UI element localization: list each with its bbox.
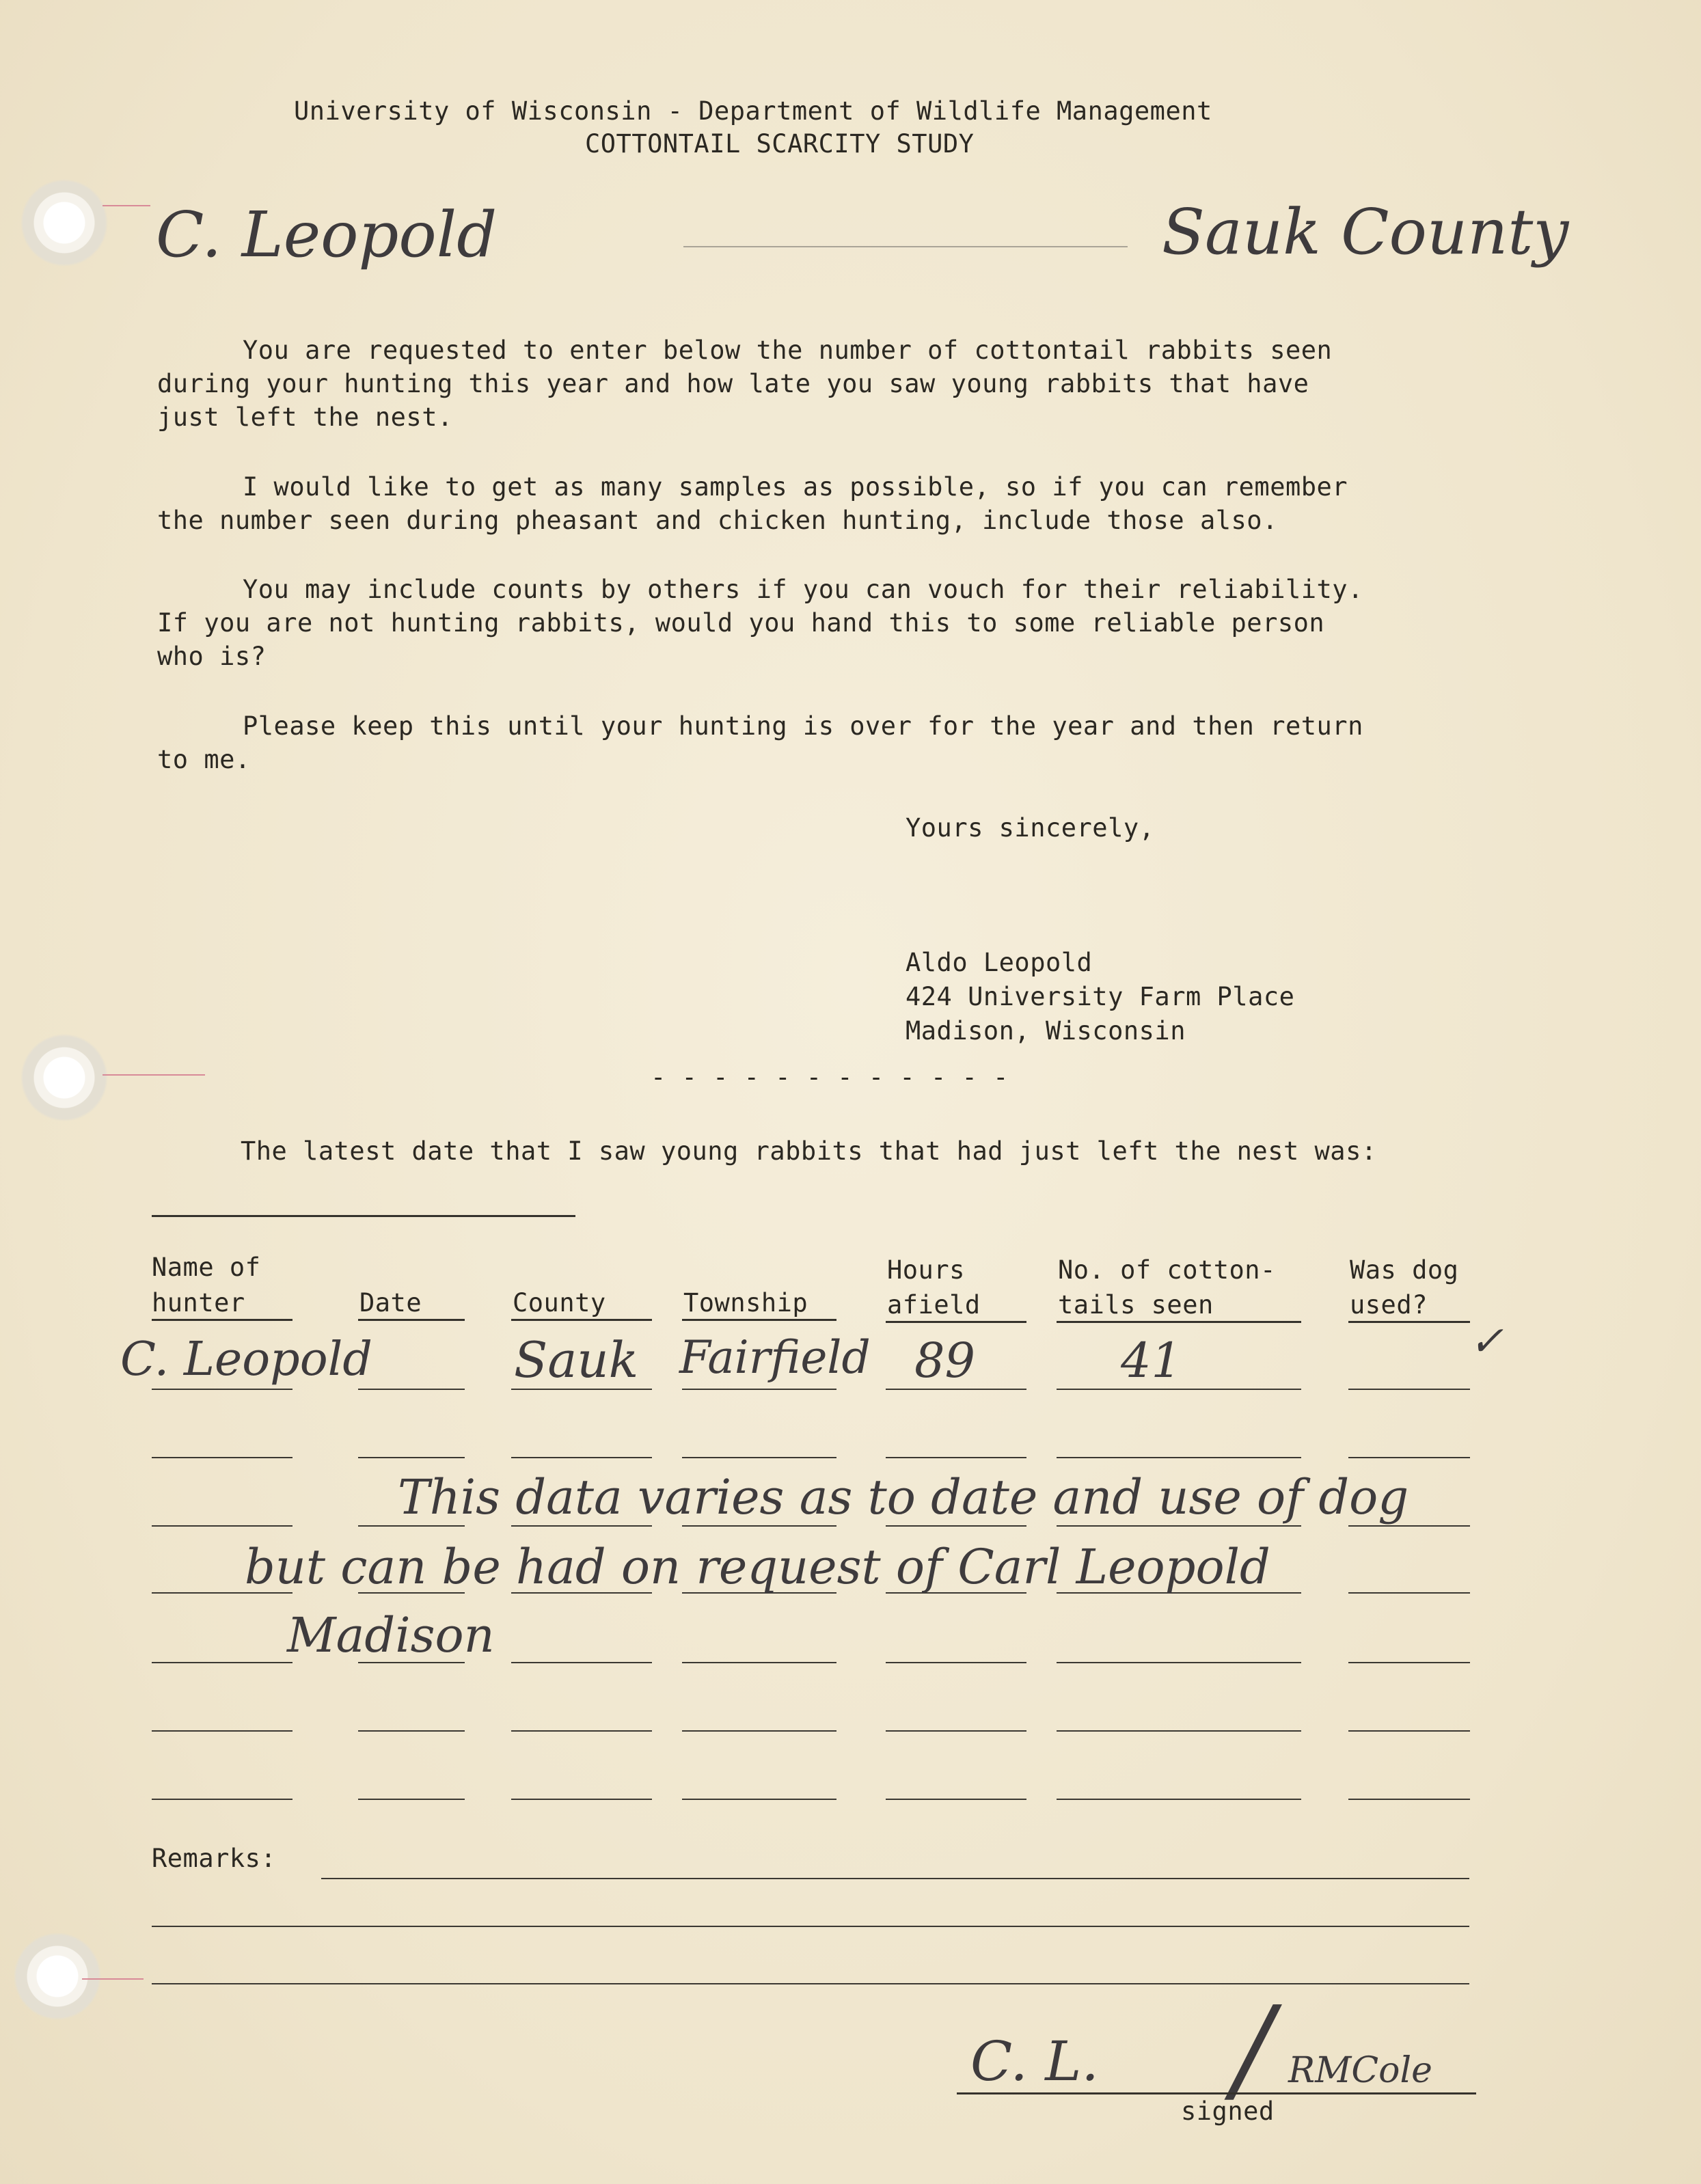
entry-dog-checkmark: ✓: [1469, 1318, 1504, 1365]
col-hours-top: Hours: [887, 1255, 965, 1285]
remarks-line-2[interactable]: [152, 1926, 1469, 1927]
signed-other-signature: RMCole: [1288, 2050, 1432, 2091]
paragraph-4-line-2: to me.: [157, 745, 251, 774]
col-dog-underline: [1348, 1321, 1470, 1323]
col-cottontails-bottom: tails seen: [1058, 1290, 1214, 1320]
cell-hours[interactable]: [886, 1389, 1026, 1390]
col-township: Township: [683, 1288, 808, 1318]
cell-dog[interactable]: [1348, 1799, 1470, 1800]
latest-date-prompt: The latest date that I saw young rabbits that had just left the nest was:: [241, 1136, 1377, 1166]
cell-county[interactable]: [511, 1799, 652, 1800]
paragraph-3-line-3: who is?: [157, 642, 267, 671]
col-hunter-underline: [152, 1319, 292, 1321]
handwritten-note-line-2: but can be had on request of Carl Leopold: [245, 1539, 1270, 1595]
header-line-2: COTTONTAIL SCARCITY STUDY: [585, 129, 975, 159]
col-dog-bottom: used?: [1350, 1290, 1428, 1320]
entry-hours: 89: [914, 1333, 976, 1389]
cell-dog[interactable]: [1348, 1389, 1470, 1390]
closing: Yours sincerely,: [906, 813, 1155, 843]
cell-township[interactable]: [682, 1525, 836, 1527]
cell-hours[interactable]: [886, 1457, 1026, 1458]
col-dog-top: Was dog: [1350, 1255, 1459, 1285]
cell-county[interactable]: [511, 1389, 652, 1390]
cell-cottontails[interactable]: [1057, 1730, 1301, 1732]
col-county: County: [513, 1288, 606, 1318]
cell-county[interactable]: [511, 1662, 652, 1663]
cell-date[interactable]: [358, 1457, 465, 1458]
signature-city: Madison, Wisconsin: [906, 1016, 1186, 1046]
col-date: Date: [359, 1288, 422, 1318]
entry-hunter: C. Leopold: [120, 1333, 372, 1387]
cell-hours[interactable]: [886, 1730, 1026, 1732]
cell-hours[interactable]: [886, 1525, 1026, 1527]
binder-hole-top: [21, 179, 108, 267]
col-cottontails-top: No. of cotton-: [1058, 1255, 1276, 1285]
col-hours-bottom: afield: [887, 1290, 981, 1320]
cell-hunter[interactable]: [152, 1389, 292, 1390]
section-separator: - - - - - - - - - - - -: [651, 1063, 1009, 1092]
cell-cottontails[interactable]: [1057, 1662, 1301, 1663]
cell-township[interactable]: [682, 1457, 836, 1458]
col-hunter-bottom: hunter: [152, 1288, 245, 1318]
paragraph-2-line-1: I would like to get as many samples as possible, so if you can remember: [243, 472, 1348, 502]
cell-hours[interactable]: [886, 1799, 1026, 1800]
cell-county[interactable]: [511, 1457, 652, 1458]
cell-township[interactable]: [682, 1799, 836, 1800]
col-hunter-top: Name of: [152, 1253, 261, 1282]
handwritten-note-line-1: This data varies as to date and use of dog: [398, 1469, 1409, 1525]
handwritten-note-line-3: Madison: [287, 1607, 495, 1663]
cell-hunter[interactable]: [152, 1525, 292, 1527]
handwritten-name: C. Leopold: [156, 198, 498, 271]
header-line-1: University of Wisconsin - Department of Wildlife Management: [294, 96, 1212, 126]
cell-hunter[interactable]: [152, 1457, 292, 1458]
signed-label: signed: [1181, 2097, 1275, 2126]
col-township-underline: [682, 1319, 836, 1321]
cell-dog[interactable]: [1348, 1730, 1470, 1732]
cell-hunter[interactable]: [152, 1730, 292, 1732]
cell-dog[interactable]: [1348, 1592, 1470, 1594]
margin-mark-middle: [103, 1074, 205, 1076]
entry-township: Fairfield: [679, 1331, 871, 1384]
paragraph-4-line-1: Please keep this until your hunting is over for the year and then return: [243, 711, 1363, 741]
entry-county: Sauk: [514, 1331, 639, 1389]
signed-slash: /: [1234, 1982, 1273, 2117]
paragraph-1-line-1: You are requested to enter below the number of cottontail rabbits seen: [243, 336, 1333, 365]
cell-hunter[interactable]: [152, 1662, 292, 1663]
paragraph-1-line-2: during your hunting this year and how late you saw young rabbits that have: [157, 369, 1309, 398]
cell-hours[interactable]: [886, 1662, 1026, 1663]
cell-date[interactable]: [358, 1389, 465, 1390]
binder-hole-middle: [21, 1034, 108, 1121]
cell-cottontails[interactable]: [1057, 1525, 1301, 1527]
paragraph-3-line-2: If you are not hunting rabbits, would you hand this to some reliable person: [157, 608, 1325, 638]
cell-township[interactable]: [682, 1662, 836, 1663]
cell-cottontails[interactable]: [1057, 1457, 1301, 1458]
remarks-line-1[interactable]: [321, 1878, 1469, 1879]
paragraph-3-line-1: You may include counts by others if you can vouch for their reliability.: [243, 575, 1363, 604]
margin-mark-top: [103, 205, 150, 206]
cell-township[interactable]: [682, 1389, 836, 1390]
signature-name: Aldo Leopold: [906, 948, 1093, 977]
cell-dog[interactable]: [1348, 1457, 1470, 1458]
latest-date-field[interactable]: [152, 1215, 575, 1217]
cell-cottontails[interactable]: [1057, 1389, 1301, 1390]
remarks-label: Remarks:: [152, 1844, 277, 1873]
binder-hole-bottom: [14, 1933, 101, 2020]
cell-hunter[interactable]: [152, 1799, 292, 1800]
header-name-line: [683, 246, 1128, 247]
cell-date[interactable]: [358, 1730, 465, 1732]
signed-initials: C. L.: [970, 2030, 1099, 2093]
paragraph-1-line-3: just left the nest.: [157, 402, 453, 432]
col-cottontails-underline: [1057, 1321, 1301, 1323]
cell-cottontails[interactable]: [1057, 1799, 1301, 1800]
paragraph-2-line-2: the number seen during pheasant and chicken hunting, include those also.: [157, 506, 1278, 535]
cell-date[interactable]: [358, 1799, 465, 1800]
col-county-underline: [511, 1319, 652, 1321]
col-hours-underline: [886, 1321, 1026, 1323]
cell-dog[interactable]: [1348, 1525, 1470, 1527]
margin-mark-bottom: [82, 1978, 144, 1980]
signature-address: 424 University Farm Place: [906, 982, 1295, 1011]
col-date-underline: [358, 1319, 465, 1321]
entry-cottontails: 41: [1121, 1333, 1182, 1389]
cell-dog[interactable]: [1348, 1662, 1470, 1663]
cell-township[interactable]: [682, 1730, 836, 1732]
handwritten-county: Sauk County: [1162, 195, 1569, 269]
cell-date[interactable]: [358, 1525, 465, 1527]
cell-county[interactable]: [511, 1525, 652, 1527]
cell-county[interactable]: [511, 1730, 652, 1732]
